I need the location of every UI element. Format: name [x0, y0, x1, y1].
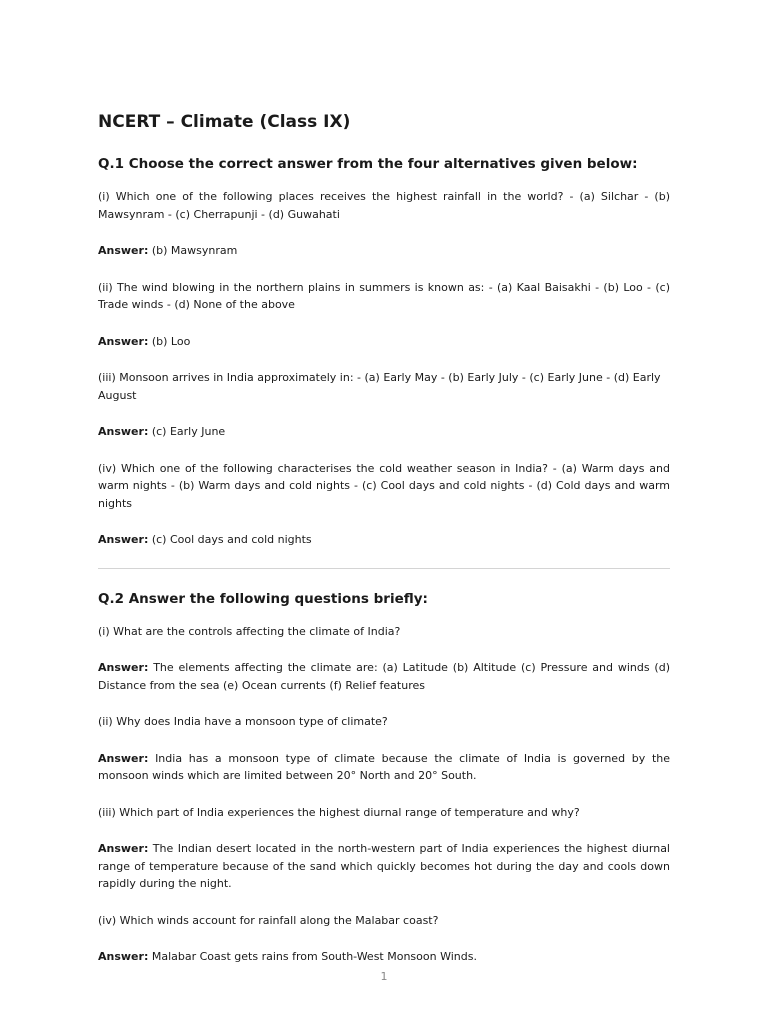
answer-text: The elements affecting the climate are: (a) Latitude (b) Altitude (c) Pressure and winds (d) Distance from the sea (e) Ocean currents (f) Relief features	[98, 661, 670, 692]
answer-label: Answer:	[98, 425, 149, 438]
document-page	[98, 110, 670, 985]
q2-question-1: (i) What are the controls affecting the climate of India?	[98, 624, 401, 638]
q1-question-2: (ii) The wind blowing in the northern plains in summers is known as: - (a) Kaal Baisakhi - (b) Loo - (c) Trade winds - (d) None of the above	[98, 280, 670, 311]
q2-question-3: (iii) Which part of India experiences the highest diurnal range of temperature and why?	[98, 805, 580, 819]
answer-label: Answer:	[98, 950, 149, 963]
q1-question-4: (iv) Which one of the following characterises the cold weather season in India? - (a) Warm days and warm nights - (b) Warm days and cold nights - (c) Cool days and cold nights - (d) Cold days and warm nights	[98, 461, 670, 510]
q1-answer-3	[98, 423, 670, 441]
answer-text: (c) Cool days and cold nights	[151, 533, 312, 546]
q2-answer-3	[98, 840, 670, 893]
q2-answer-2	[98, 750, 670, 785]
answer-label: Answer:	[98, 842, 149, 855]
answer-text: (c) Early June	[151, 425, 226, 438]
answer-text: (b) Mawsynram	[151, 244, 238, 257]
answer-label: Answer:	[98, 533, 149, 546]
q1-question-3: (iii) Monsoon arrives in India approximately in: - (a) Early May - (b) Early July - (c) Early June - (d) Early August	[98, 371, 661, 402]
page-number: 1	[380, 970, 388, 983]
q1-answer-1	[98, 242, 670, 260]
section-divider	[98, 568, 670, 569]
answer-label: Answer:	[98, 334, 149, 348]
answer-text: The Indian desert located in the north-western part of India experiences the highest diurnal range of temperature because of the sand which quickly becomes hot during the day and cools down rapidly during the night.	[98, 842, 670, 890]
answer-label: Answer:	[98, 751, 149, 765]
q2-question-2: (ii) Why does India have a monsoon type of climate?	[98, 715, 388, 728]
answer-text: Malabar Coast gets rains from South-West Monsoon Winds.	[151, 950, 477, 963]
q1-answer-4	[98, 531, 670, 549]
answer-text: (b) Loo	[151, 334, 191, 348]
document-title: NCERT – Climate (Class IX)	[98, 112, 351, 132]
answer-label: Answer:	[98, 244, 149, 257]
answer-label: Answer:	[98, 661, 149, 674]
q2-question-4: (iv) Which winds account for rainfall along the Malabar coast?	[98, 913, 439, 927]
q1-question-1: (i) Which one of the following places receives the highest rainfall in the world? - (a) Silchar - (b) Mawsynram - (c) Cherrapunji - (d) Guwahati	[98, 190, 670, 221]
q2-heading: Q.2 Answer the following questions briefly:	[98, 590, 428, 607]
q2-answer-4	[98, 948, 670, 966]
q2-answer-1	[98, 659, 670, 694]
q1-heading: Q.1 Choose the correct answer from the four alternatives given below:	[98, 156, 638, 172]
answer-text: India has a monsoon type of climate because the climate of India is governed by the monsoon winds which are limited between 20° North and 20° South.	[98, 751, 671, 782]
q1-answer-2	[98, 333, 670, 351]
